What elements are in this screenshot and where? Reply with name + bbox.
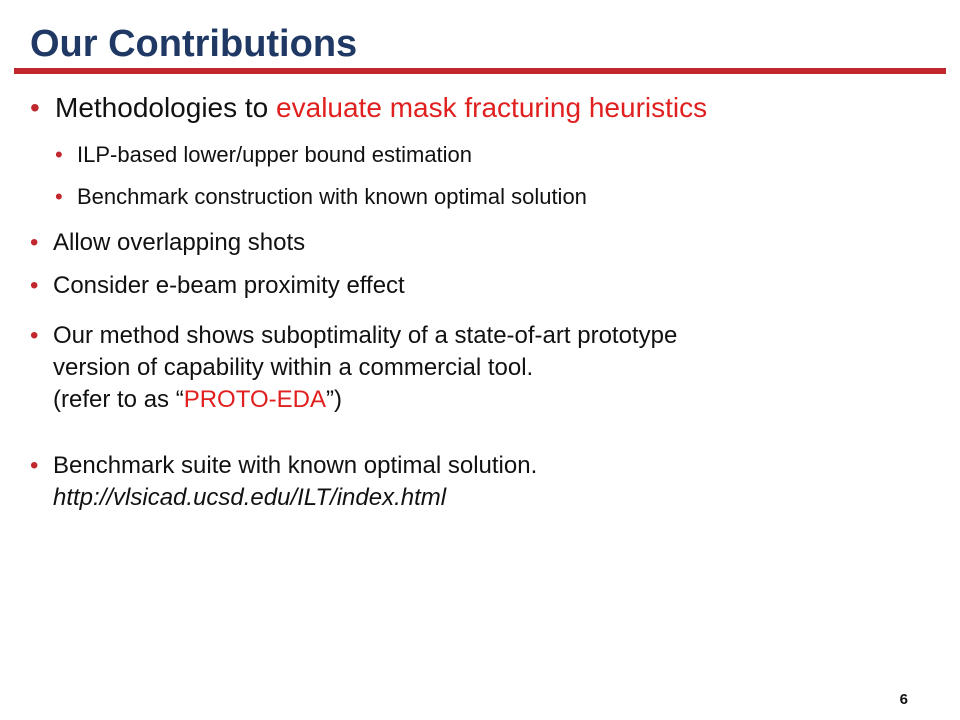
bullet-text-line-1: Our method shows suboptimality of a state-of-art prototype (53, 322, 678, 349)
benchmark-url-link[interactable]: http://vlsicad.ucsd.edu/ILT/index.html (53, 484, 447, 511)
bullet-methodologies (30, 91, 707, 125)
proto-eda-prefix: (refer to as “ (53, 386, 184, 413)
sub-bullet-benchmark-construction (55, 182, 587, 212)
bullet-dot: • (30, 92, 40, 123)
sub-bullet-ilp (55, 140, 472, 170)
title-divider (14, 68, 946, 74)
bullet-dot: • (30, 452, 39, 479)
bullet-text: Allow overlapping shots (53, 229, 306, 256)
bullet-text: ILP-based lower/upper bound estimation (77, 142, 473, 167)
bullet-dot: • (30, 322, 39, 349)
bullet-dot: • (55, 184, 63, 209)
bullet-text-line-1: Benchmark suite with known optimal solution. (53, 452, 538, 479)
proto-eda-highlight: PROTO-EDA (183, 386, 326, 413)
slide-title: Our Contributions (30, 23, 358, 65)
bullet-dot: • (30, 272, 39, 299)
bullet-text: Methodologies to (55, 92, 277, 123)
bullet-text: Consider e-beam proximity effect (53, 272, 405, 299)
bullet-benchmark-suite (30, 450, 537, 514)
bullet-overlapping-shots (30, 227, 305, 259)
proto-eda-suffix: ”) (325, 386, 342, 413)
highlight-text: evaluate mask fracturing heuristics (276, 92, 708, 123)
bullet-text: Benchmark construction with known optimal solution (77, 184, 587, 209)
bullet-proximity-effect (30, 270, 405, 302)
bullet-text-line-2: version of capability within a commercial tool. (53, 354, 534, 381)
page-number: 6 (899, 691, 908, 708)
bullet-dot: • (55, 142, 63, 167)
bullet-text-line-3 (53, 384, 677, 416)
bullet-our-method (30, 320, 677, 416)
bullet-dot: • (30, 229, 39, 256)
